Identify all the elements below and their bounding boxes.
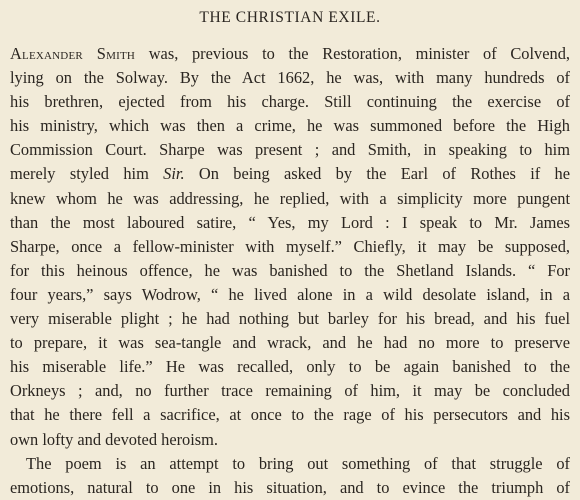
text-fragment: On being asked by the Earl of Rothes if he (184, 164, 571, 184)
text-line (10, 162, 570, 186)
text-line: Sharpe, once a fellow-minister with myself.” Chiefly, it may be supposed, (10, 236, 570, 256)
text-line (10, 42, 570, 66)
text-line: his brethren, ejected from his charge. Still continuing the exercise of (10, 92, 570, 112)
paragraph-2 (10, 452, 570, 500)
italic-word: Sir. (163, 164, 185, 184)
text-line: that he there fell a sacrifice, at once to the rage of his persecutors and his (10, 405, 570, 425)
text-line: lying on the Solway. By the Act 1662, he was, with many hundreds of (10, 68, 570, 88)
text-line: for this heinous offence, he was banished to the Shetland Islands. “ For (10, 260, 570, 280)
lead-name: Alexander Smith (10, 44, 136, 63)
text-fragment: merely styled him (10, 164, 164, 184)
text-line: emotions, natural to one in his situation, and to evince the triumph of (10, 477, 570, 497)
text-line: very miserable plight ; he had nothing but barley for his bread, and his fuel (10, 309, 570, 329)
text-line: own lofty and devoted heroism. (10, 429, 219, 449)
text-line: knew whom he was addressing, he replied, with a simplicity more pungent (10, 188, 570, 208)
text-line: The poem is an attempt to bring out something of that struggle of (26, 453, 570, 473)
text-line: four years,” says Wodrow, “ he lived alone in a wild desolate island, in a (10, 284, 570, 304)
text-fragment: was, previous to the Restoration, minister of Colvend, (135, 44, 570, 63)
page-title: THE CHRISTIAN EXILE. (199, 9, 381, 26)
text-line: Orkneys ; and, no further trace remaining of him, it may be concluded (10, 381, 570, 401)
text-line: to prepare, it was sea-tangle and wrack, and he had no more to preserve (10, 333, 570, 353)
text-line: his miserable life.” He was recalled, only to be again banished to the (10, 357, 570, 377)
paragraph-1 (10, 42, 570, 452)
text-line: than the most laboured satire, “ Yes, my Lord : I speak to Mr. James (10, 212, 570, 232)
text-line: his ministry, which was then a crime, he was summoned before the High (10, 116, 570, 136)
text-line: Commission Court. Sharpe was present ; and Smith, in speaking to him (10, 140, 570, 160)
